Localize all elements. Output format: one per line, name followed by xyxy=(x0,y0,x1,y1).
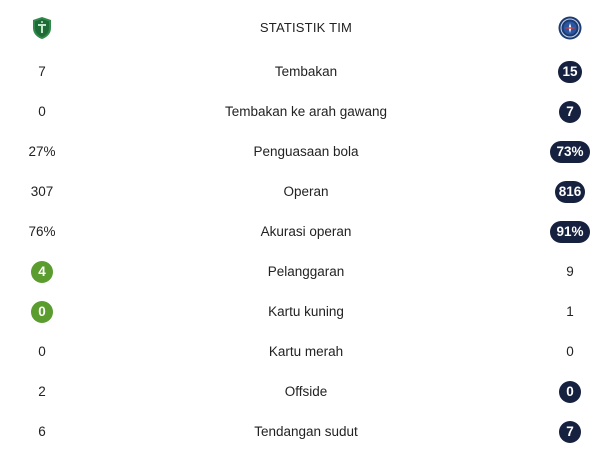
stat-label: Penguasaan bola xyxy=(253,144,359,159)
stat-home-value: 6 xyxy=(38,424,46,439)
stat-away-value: 0 xyxy=(559,381,581,403)
stat-away-value: 9 xyxy=(566,264,574,279)
stats-header xyxy=(0,8,612,48)
stat-home-value: 7 xyxy=(38,64,46,79)
stat-away-cell xyxy=(530,212,610,252)
stat-home-cell xyxy=(2,332,82,372)
stat-home-value: 307 xyxy=(30,184,54,199)
stat-row xyxy=(0,412,612,452)
stat-home-cell xyxy=(2,292,82,332)
stat-away-value: 7 xyxy=(559,101,581,123)
stat-label-cell xyxy=(156,412,456,452)
stat-row xyxy=(0,372,612,412)
stat-home-cell xyxy=(2,92,82,132)
stat-label-cell xyxy=(156,372,456,412)
stat-row xyxy=(0,132,612,172)
stat-label: Tendangan sudut xyxy=(254,424,358,439)
stat-away-value: 816 xyxy=(555,181,586,203)
stat-away-cell xyxy=(530,412,610,452)
home-team-crest-icon[interactable] xyxy=(30,16,54,40)
stat-row xyxy=(0,172,612,212)
stat-away-value: 1 xyxy=(566,304,574,319)
stat-label: Pelanggaran xyxy=(267,264,345,279)
stat-home-value: 76% xyxy=(28,224,56,239)
stat-row xyxy=(0,92,612,132)
stat-home-cell xyxy=(2,412,82,452)
stat-away-cell xyxy=(530,332,610,372)
stat-away-cell xyxy=(530,292,610,332)
stat-label-cell xyxy=(156,52,456,92)
stat-label: Akurasi operan xyxy=(260,224,352,239)
stat-label: Kartu merah xyxy=(268,344,344,359)
stat-row xyxy=(0,212,612,252)
stat-label-cell xyxy=(156,332,456,372)
stat-away-value: 0 xyxy=(566,344,574,359)
stat-home-value: 27% xyxy=(28,144,56,159)
away-team-crest-icon[interactable] xyxy=(558,16,582,40)
stat-label-cell xyxy=(156,252,456,292)
team-stats-table xyxy=(0,52,612,452)
stat-label-cell xyxy=(156,292,456,332)
stat-label: Kartu kuning xyxy=(268,304,344,319)
stat-label-cell xyxy=(156,212,456,252)
stat-label-cell xyxy=(156,132,456,172)
stat-home-value: 0 xyxy=(38,104,46,119)
stat-home-cell xyxy=(2,372,82,412)
stat-away-cell xyxy=(530,372,610,412)
stat-label: Offside xyxy=(284,384,328,399)
stat-home-value: 0 xyxy=(38,344,46,359)
stat-away-cell xyxy=(530,52,610,92)
stat-home-value: 0 xyxy=(31,301,53,323)
stat-away-cell xyxy=(530,92,610,132)
stat-row xyxy=(0,292,612,332)
stat-row xyxy=(0,332,612,372)
stat-home-cell xyxy=(2,212,82,252)
stat-home-cell xyxy=(2,132,82,172)
stat-label-cell xyxy=(156,92,456,132)
stat-row xyxy=(0,252,612,292)
stat-home-value: 2 xyxy=(38,384,46,399)
stat-away-value: 91% xyxy=(550,221,589,243)
stat-label: Tembakan ke arah gawang xyxy=(224,104,388,119)
stat-home-cell xyxy=(2,252,82,292)
page-title: STATISTIK TIM xyxy=(259,20,353,35)
stat-away-cell xyxy=(530,252,610,292)
stat-home-cell xyxy=(2,172,82,212)
stat-home-cell xyxy=(2,52,82,92)
stat-row xyxy=(0,52,612,92)
stat-away-cell xyxy=(530,172,610,212)
stat-label: Operan xyxy=(283,184,329,199)
stat-away-cell xyxy=(530,132,610,172)
stat-away-value: 7 xyxy=(559,421,581,443)
stat-away-value: 15 xyxy=(558,61,581,83)
stat-away-value: 73% xyxy=(550,141,589,163)
stat-label-cell xyxy=(156,172,456,212)
stat-home-value: 4 xyxy=(31,261,53,283)
stat-label: Tembakan xyxy=(274,64,338,79)
